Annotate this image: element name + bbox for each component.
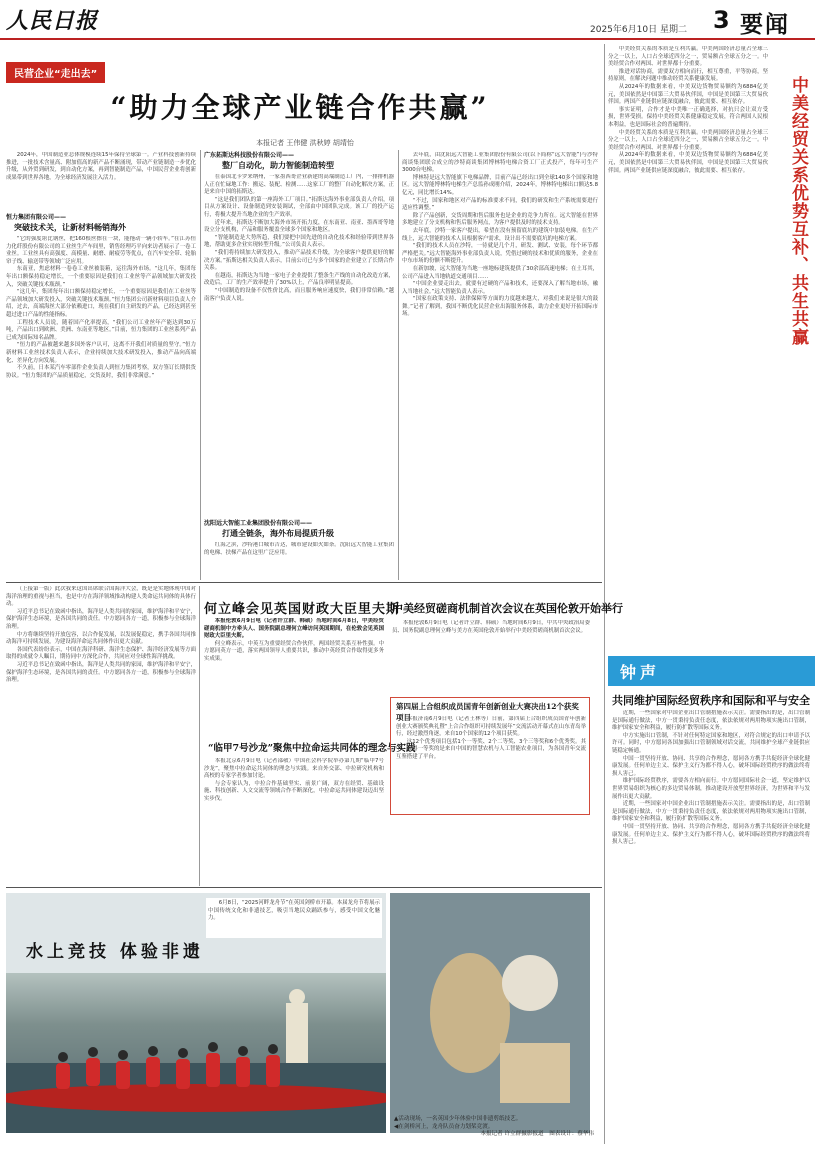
col5-body: 去年底，由沈阳远大智能工业集团股份有限公司(以下简称“远大智能”)与沙特商谈集团联合成立的沙特商谈集团博林特电梯合资工厂正式投产，每年可生产3000台电梯。 博林特是远大智能旗下电梯品牌，目前产品已经出口到全球140多个国家和地区。远大智能博林特电梯生产总监孙成刚介绍，2024年，博林特电梯出口额达5.8亿元，同比增长14%。 “不过，国家和地区对产品的标准要求不同，我们的研发和生产系统需要进行适应性调整。” 除了产品创新，交货周期和售后服务也是企业的竞争力所在。远大智能在世界多地建立了分支机构和售后服务网点，为客户提供及时的技术支持。 去年底，沙特一家客户提出，希望在没有预留底坑的建筑中加装电梯。在生产线上，远大智能的技术人员根据客户需求，设计出不需要底坑的电梯方案。 “我们的技术人员在沙特，一待就是几个月，研发、测试、安装，每个环节都严格把关。”远大智能海外事业部负责人说，凭借过硬的技术和优质的服务，企业在中东市场的份额不断提升。 在新加坡，远大智能为当地一座地标建筑提供了30余部高速电梯；在土耳其，公司产品进入当地轨道交通项目…… “中国企业要走出去，就要有过硬的产品和技术，还要深入了解当地市场，融入当地社会。”远大智能负责人表示。 “国家在政策支持、法律保障等方面的力度越来越大，对我们来说是很大的鼓舞。”记者了解到，我国不断优化民营企业出海服务体系，助力企业更好开拓国际市场。 (402, 152, 598, 318)
bell-label: 钟声 (620, 663, 661, 682)
page-number: 3 (713, 6, 730, 34)
main-byline: 本报记者 王伟健 洪秋婷 胡靖怡 (256, 139, 354, 147)
article-2-body: 本报伦敦6月9日电（记者许立群、韩硕）当地时间6月9日，中共中央政治局委员、国务院副总理何立峰与美方在英国伦敦开始举行中美经贸磋商机制首次会议。 (392, 620, 590, 634)
column-banner: 民营企业“走出去” (6, 62, 105, 83)
photo-intro: 6月8日，“2025河畔龙舟节”在英国剑桥市开幕。本届龙舟节将展示中国传统文化和非遗技艺，吸引当地民众踊跃参与，感受中国文化魅力。 (206, 898, 382, 938)
col4-company: 沈阳远大智能工业集团股份有限公司—— (204, 520, 313, 527)
photo-caption: ▲活动现场，一名英国少年体验中国非遗剪纸技艺。 ◀在剑桥河上，龙舟队员奋力划桨竞渡。 本报记者 许立群摄影报道 图表设计：蔡华伟 (394, 1116, 594, 1137)
article-1-title: 何立峰会见英国财政大臣里夫斯 (204, 602, 401, 617)
article-1-body: 本报伦敦6月9日电（记者许立群、韩硕）当地时间6月8日，中美经贸磋商机制中方牵头人、国务院副总理何立峰访问英国期间，在伦敦会见英国财政大臣里夫斯。 何立峰表示，中英互为重要经贸合作伙伴，两国经贸关系互补性强。中方愿同英方一道，落实两国领导人重要共识，推动中英经贸合作取得更多务实成果。 (204, 618, 384, 662)
column-divider (199, 586, 200, 886)
column-divider (398, 150, 399, 580)
article-4-body: 本报济南6月9日电（记者王林等）日前，第四届上合组织成员国青年创新创业大赛颁奖典礼暨“上合合作组织可持续发展年”交流活动开幕式在山东青岛举行，经过激烈角逐，来自10个国家的12个项目获奖。 这12个优秀项目包括1个一等奖、2个二等奖、3个三等奖和6个优秀奖。其中，获得一等奖的是来自中国的智慧农机与人工智能农业项目，为各国青年交流互鉴搭建了平台。 (396, 716, 586, 760)
main-title: “助力全球产业链合作共赢” (110, 91, 490, 124)
photo-rule (6, 887, 602, 888)
side-divider (604, 44, 605, 1144)
col3-company: 广东拓斯达科技股份有限公司—— (204, 152, 295, 159)
col4-head: 打通全链条，海外布局提质升级 (222, 529, 334, 538)
bell-title: 共同维护国际经贸秩序和国际和平与安全 (612, 694, 810, 707)
col1-head: 突破技术关，让新材料畅销海外 (14, 223, 126, 232)
col3-head: 整厂自动化，助力智能制造转型 (222, 161, 334, 170)
col1-body: “它的强度堪比钢丝，把160根丝擦在一块，能拖动一辆小轿车。”在江苏恒力化纤股份有限公司的工业丝生产车间里，销售经理巧平向来访者展示了一卷工业丝。工业丝具有高强度、高模量、耐磨、耐疲劳等优点，在汽车安全带、轮胎帘子线、输送带等领域广泛应用。 东南亚，焦虑材料一卷卷工业丝被装箱，运往海外市场。“这几年，集团每年出口额保持稳定增长，一个重要原因是我们在工业丝等产品领域加大研发投入，突破关键技术瓶颈。” “这几年，集团每年出口额保持稳定增长，一个重要原因是我们在工业丝等产品领域加大研发投入，突破关键技术瓶颈。”恒力集团公司新材料项目负责人介绍，过去，高端海丝大部分依赖进口，现在我们自主研发的产品，已经达到甚至超过进口产品的性能指标。 工程技术人员说，随着国产化率提高，“我们公司工业丝年产能达到30万吨，产品出口到欧洲、美洲、东南亚等地区。”目前，恒力集团的工业丝系列产品已成为国际知名品牌。 “恒力的产品被越来越多国外客户认可，这离不开我们对质量的坚守。”恒力新材料工业丝技术负责人表示，企业持续加大技术研发投入，推动产品向高端化、差异化方向发展。 不久前，日本某汽车零部件企业负责人到恒力集团考察，双方签订长期供货协议。“恒力集团的产品质量稳定，交货及时，我们非常满意。” (6, 236, 196, 379)
section-name: 要闻 (740, 12, 790, 38)
col1-intro: 2024年，中国制造业总体规模连续15年保持全球第一。产业科技创新持续推进，一批技术含量高、附加值高的新产品不断涌现，带动产业链制造一步优化升级，从外贸到研发，到自动化方案，再到智能制造产品，中国民营企业将创新成果带到世界各地，为全球经济发展注入活力。 (6, 152, 196, 181)
photo-title: 水上竞技 体验非遗 (26, 942, 204, 962)
papercut-photo (390, 893, 590, 1133)
bell-body: 近期，一些国家对中国企业出口管制措施表示关注。需要指出的是，出口管制是国际通行做法，中方一贯秉持负责任态度，依法依规对两用物项实施出口管制，维护国家安全和利益，履行防扩散等国际义务。 中方实施出口管制，不针对任何特定国家和地区，对符合规定的出口申请予以许可。同时，中方愿同各国加强出口管制领域对话交流，共同维护全球产业链供应链稳定畅通。 中国一贯坚持开放、协同、共享的合作理念，愿同各方携手共促经济全球化健康发展。任何单边主义、保护主义行为都不得人心，破坏国际经贸秩序的做法终将损人害己。 维护国际经贸秩序，需要各方相向而行。中方愿同国际社会一道，坚定维护以世界贸易组织为核心的多边贸易体制，推动建设开放型世界经济，为世界和平与发展作出更大贡献。 近期，一些国家对中国企业出口管制措施表示关注。需要指出的是，出口管制是国际通行做法，中方一贯秉持负责任态度，依法依规对两用物项实施出口管制，维护国家安全和利益，履行防扩散等国际义务。 中国一贯坚持开放、协同、共享的合作理念，愿同各方携手共促经济全球化健康发展。任何单边主义、保护主义行为都不得人心，破坏国际经贸秩序的做法终将损人害己。 (612, 710, 810, 846)
column-divider (200, 150, 201, 580)
article-4-title: 第四届上合组织成员国青年创新创业大赛决出12个获奖项目 (396, 702, 579, 722)
newspaper-logo: 人民日报 (6, 8, 99, 34)
masthead-rule (0, 38, 815, 40)
side-body: 中美经贸关系的本质是互利共赢。中美两国经济总量占全球三分之一以上，人口占全球近四分之一，贸易额占全球五分之一。中美经贸合作对两国、对世界都十分重要。 推进对话协商，需要双方相向而行，相互尊重，平等协商，坚持原则，在解决问题中推动经贸关系健康发展。 从2024年的数据来看，中美双边货物贸易额约为6884亿美元，美国依然是中国第三大贸易伙伴国，中国是美国第三大贸易伙伴国。两国产业链供应链深度融合，彼此需要、相互依存。 事实证明，合作才是中美唯一正确选择，对抗只会让双方受损，世界受损。保持中美经贸关系健康稳定发展，符合两国人民根本利益，也是国际社会的普遍期待。 中美经贸关系的本质是互利共赢。中美两国经济总量占全球三分之一以上，人口占全球近四分之一，贸易额占全球五分之一。中美经贸合作对两国、对世界都十分重要。 从2024年的数据来看，中美双边货物贸易额约为6884亿美元，美国依然是中国第三大贸易伙伴国，中国是美国第三大贸易伙伴国。两国产业链供应链深度融合，彼此需要、相互依存。 (608, 46, 768, 174)
article-2-title: 中美经贸磋商机制首次会议在英国伦敦开始举行 (392, 602, 623, 615)
article-3-title: “临甲7号沙龙”聚焦中拉命运共同体的理念与实践 (208, 743, 416, 754)
side-title: 中美经贸关系优势互补、共生共赢 (788, 76, 808, 346)
masthead (0, 0, 815, 38)
col4-body: 红海之滨，沙特港口城市吉达，城市建设如火如荼。沈阳远大智能工业集团的电梯、扶梯产品在这里广泛应用。 (204, 542, 394, 556)
issue-date: 2025年6月10日 星期二 (590, 25, 687, 35)
papercut-icon (390, 893, 590, 1133)
lower-body: （上接第一版）此次我来这国出席联合国海洋大会，既是是实地体现中国对海洋治理的重视与担当，也是中方在海洋领域推动构建人类命运共同体的具体行动。 习近平总书记在致函中指出，海洋是人类共同的家园，维护海洋和平安宁，保护海洋生态环境，是各国共同的责任。中方愿同各方一道，积极参与全球海洋治理。 中方将继续坚持开放包容，以合作促发展，以发展促稳定，携手各国共同推动海洋可持续发展，为建设海洋命运共同体作出更大贡献。 各国代表纷纷表示，中国在海洋科研、海洋生态保护、海洋经济发展等方面取得的成就令人瞩目，期待同中方深化合作，共同应对全球性海洋挑战。 习近平总书记在致函中指出，海洋是人类共同的家园，维护海洋和平安宁，保护海洋生态环境，是各国共同的责任。中方愿同各方一道，积极参与全球海洋治理。 (6, 586, 196, 684)
col1-subhead: 恒力集团有限公司—— (6, 214, 67, 221)
article-3-body: 本报北京6月9日电（记者邵敬）中国社会科学院举办第九期“临甲7号沙龙”，聚焦中拉命运共同体的理念与实践。来自外交部、中拉研究机构和高校的专家学者参加讨论。 与会专家认为，中拉合作基础坚实、前景广阔，双方在经贸、基础设施、科技创新、人文交流等领域合作不断深化，中拉命运共同体建设迈出坚实步伐。 (204, 758, 384, 802)
col3-body: 在泰国北卡罗来纳州，一家墨西哥企业新建的高端制造工厂内，一排排机器人正在忙碌地工作：搬运、装配、检测……这家工厂的整厂自动化解决方案，正是来自中国的拓斯达。 “这是我们团队的第一座海外工厂项目。”拓斯达海外事业部负责人介绍，项目从方案设计、设备制造到安装调试，全部由中国团队完成。该工厂的投产运行，将极大提升当地企业的生产效率。 近年来，拓斯达不断加大海外市场开拓力度，在东南亚、南亚、墨西哥等地设立分支机构，产品和服务覆盖全球多个国家和地区。 “智能制造是大势所趋，我们要把中国先进的自动化技术和经验带到世界各地，帮助更多企业实现转型升级。”公司负责人表示。 “我们将持续加大研发投入，推动产品技术升级，为全球客户提供更好的解决方案。”拓斯达相关负责人表示，目前公司已与多个国家的企业建立了长期合作关系。 在越南，拓斯达为当地一家电子企业提供了整条生产线的自动化改造方案，改造后，工厂的生产效率提升了30%以上，产品良率明显提高。 “中国制造的设备不仅性价比高，而且服务响应速度快，我们非常信赖。”越南客户负责人说。 (204, 174, 394, 302)
section-rule (6, 582, 602, 583)
